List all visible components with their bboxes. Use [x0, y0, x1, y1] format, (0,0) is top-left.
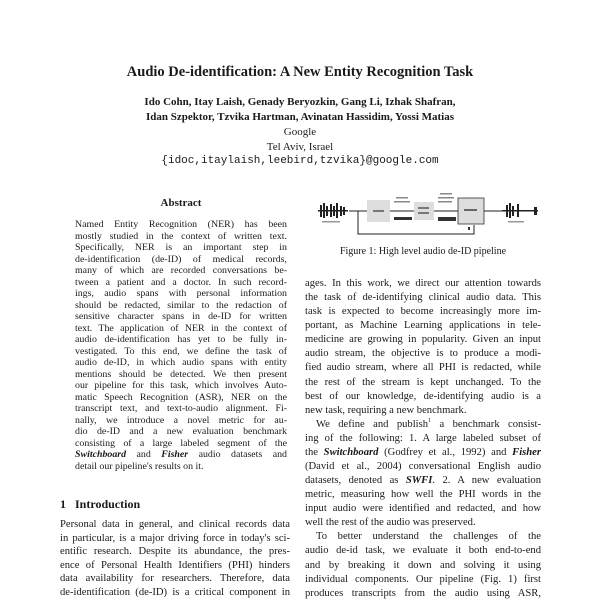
- author-emails: {idoc,itaylaish,leebird,tzvika}@google.com: [161, 155, 439, 167]
- text-line: best of our knowledge, de-identifying audio is a: [305, 390, 541, 402]
- text-line: individual components. Our pipeline (Fig. 1) first: [305, 573, 541, 585]
- text-line: our pipeline for this task, which involves Auto-: [75, 380, 287, 391]
- abstract-heading: Abstract: [160, 197, 202, 209]
- text-line: sensitive character spans in de-ID for written: [75, 311, 287, 322]
- authors-line-1: Ido Cohn, Itay Laish, Genady Beryozkin, Gang Li, Izhak Shafran,: [144, 96, 456, 108]
- text-line: mentions should be detected. We then present: [75, 368, 287, 380]
- text-line: should be redacted, similar to the redaction of: [75, 299, 287, 311]
- text-line: Personal data in general, and clinical records data: [60, 519, 290, 530]
- text-span: and: [126, 449, 162, 460]
- abstract-body: [75, 219, 287, 472]
- text-line: task is expected to become increasingly more im-: [305, 306, 541, 318]
- text-line: nally, we introduce a novel metric for au-: [75, 414, 287, 426]
- location: Tel Aviv, Israel: [266, 141, 334, 153]
- output-waveform-icon: [502, 203, 538, 223]
- affiliation: Google: [283, 126, 317, 138]
- dataset-name: Switchboard: [75, 449, 127, 460]
- text-line: text. The application of NER in the context of: [75, 322, 287, 334]
- introduction-heading: 1 Introduction: [60, 497, 141, 511]
- text-line: mostly studied in the context of written text.: [75, 230, 287, 242]
- text-line: [305, 474, 541, 488]
- ner-box: [414, 202, 434, 220]
- dataset-name: SWFI: [405, 475, 433, 487]
- asr-box: [367, 200, 390, 222]
- text-line: audio de-ID, in which audio spans with entity: [75, 357, 287, 368]
- text-line: audio de-id task, we evaluate it both end-to-end: [305, 545, 541, 557]
- text-line: de-identification (de-ID) is a critical component in: [60, 586, 290, 598]
- text-line: the rest of the stream is kept unchanged. To the: [305, 376, 541, 388]
- text-line: Specifically, NER is an important step in: [75, 242, 287, 253]
- text-line: (David et al., 2004) conversational English audio: [305, 461, 541, 473]
- text-line: produces transcripts from the audio using ASR,: [305, 587, 541, 599]
- text-line: dio de-ID and a new evaluation benchmark: [75, 426, 287, 437]
- text-line: ages. In this work, we direct our attention towards: [305, 278, 541, 289]
- text-line: data availability for researchers. Therefore, data: [60, 573, 290, 585]
- text-line: portant, as Machine Learning applications in tele-: [305, 320, 541, 332]
- text-line: ing of the following: 1. A large labeled subset of: [305, 432, 541, 444]
- text-line: ings, audio spans with personal information: [75, 288, 287, 299]
- text-line: vestigated. To this end, we define the task of: [75, 345, 287, 357]
- text-span: audio datasets and: [188, 449, 287, 460]
- text-line: metric, measuring how well the PHI words in the: [305, 489, 541, 501]
- text-line: and by breaking it down and solving it using: [305, 559, 541, 571]
- input-waveform-icon: [318, 203, 348, 223]
- text-line: consisting of a large labeled segment of the: [75, 437, 287, 449]
- paper-title: Audio De-identification: A New Entity Recognition Task: [126, 64, 474, 80]
- figure-caption: Figure 1: High level audio de-ID pipeline: [339, 246, 507, 257]
- text-span: the: [305, 446, 324, 458]
- text-line: medicine are growing in popularity. Given an input: [305, 334, 541, 346]
- right-column-body: [305, 277, 541, 601]
- text-span: datasets, denoted as: [305, 475, 406, 487]
- footnote-marker: 1: [428, 417, 432, 424]
- text-line: matic Speech Recognition (ASR), NER on the: [75, 391, 287, 403]
- pipeline-figure: [312, 190, 548, 242]
- text-line: [305, 446, 541, 460]
- text-line: the task of de-identifying clinical audio data. This: [305, 292, 541, 304]
- text-line: Named Entity Recognition (NER) has been: [75, 219, 287, 230]
- dataset-name: Fisher: [161, 449, 189, 460]
- text-line: input audio were identified and redacted, and how: [305, 503, 541, 515]
- text-span: (Godfrey et al., 1992) and: [378, 446, 513, 458]
- text-line: detail our pipeline's results on it.: [75, 460, 204, 472]
- text-span: a benchmark consist-: [431, 418, 541, 430]
- text-line: tween a patient and a doctor. In such record-: [75, 276, 287, 288]
- text-line: new task, requiring a new benchmark.: [305, 404, 467, 416]
- text-line: fied audio stream, where all PHI is redacted, while: [305, 362, 541, 374]
- dataset-name: Switchboard: [323, 446, 379, 458]
- text-line: [305, 418, 541, 432]
- text-line: ence of Personal Health Identifiers (PHI) hinders: [60, 559, 290, 571]
- text-line: To better understand the challenges of the: [316, 531, 541, 543]
- authors-line-2: Idan Szpektor, Tzvika Hartman, Avinatan Hassidim, Yossi Matias: [145, 111, 455, 123]
- introduction-body: [60, 518, 290, 600]
- text-line: de-identification (de-ID) of medical records,: [75, 253, 287, 265]
- dataset-name: Fisher: [512, 446, 541, 458]
- text-line: in particular, is a major driving force in today's sci-: [60, 532, 290, 544]
- text-line: audio stream, the objective is to produce a modi-: [305, 348, 541, 360]
- text-line: audio de-identification has yet to be fully in-: [75, 334, 287, 345]
- text-span: . 2. A new evaluation: [432, 475, 541, 487]
- text-line: entific research. Despite its abundance, the pres-: [60, 546, 290, 558]
- text-span: We define and publish: [316, 418, 429, 430]
- redact-box: [458, 198, 484, 224]
- text-line: well the rest of the audio was preserved.: [305, 517, 476, 529]
- text-line: [75, 449, 287, 461]
- text-line: transcript text, and text-to-audio alignment. Fi-: [75, 403, 287, 414]
- text-line: many of which are recorded conversations be-: [75, 265, 287, 276]
